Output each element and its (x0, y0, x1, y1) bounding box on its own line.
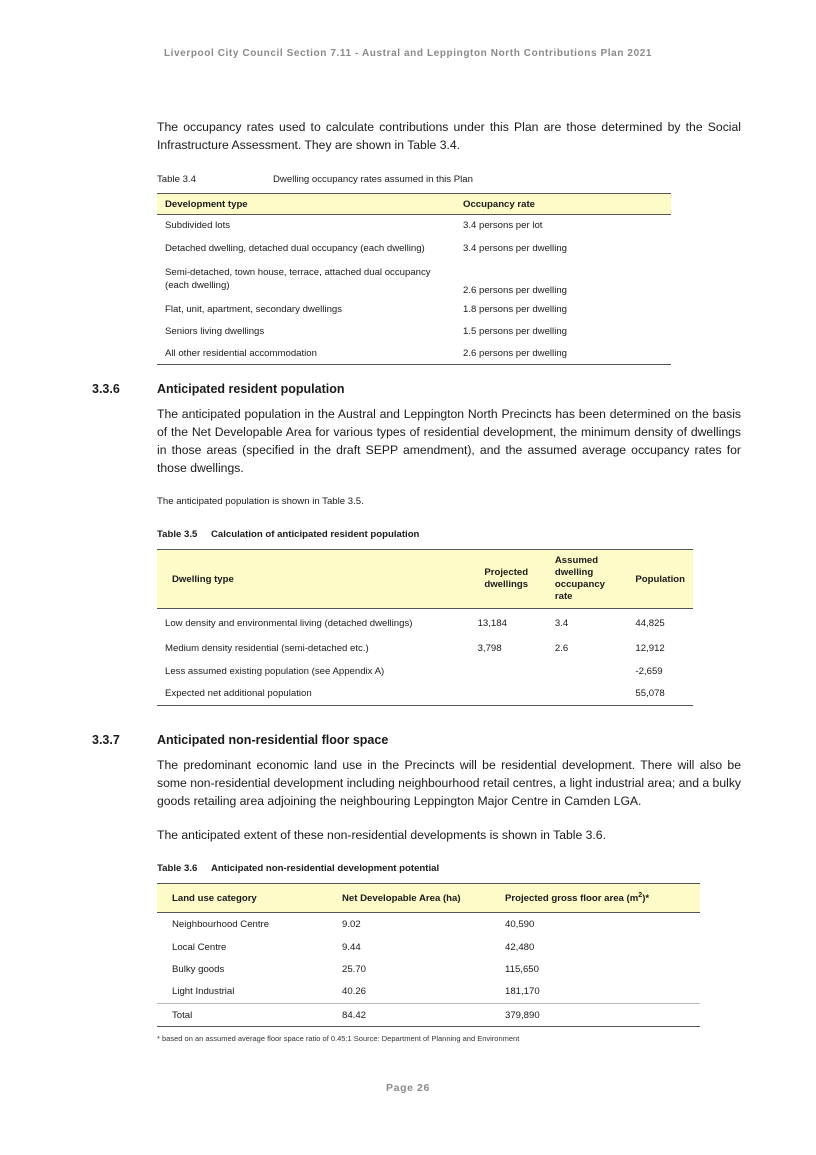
table-cell (466, 683, 547, 706)
table-row (157, 299, 671, 321)
section-title: Anticipated resident population (157, 382, 345, 396)
table-cell: All other residential accommodation (157, 343, 455, 365)
column-header: Projected dwellings (466, 550, 547, 609)
table-cell: Subdivided lots (165, 220, 231, 232)
table-cell: 1.5 persons per dwelling (463, 326, 567, 337)
table-cell: 3.4 persons per lot (463, 220, 543, 232)
table-cell: 13,184 (477, 617, 507, 629)
table-3-6-caption (157, 863, 439, 874)
table-cell: 2.6 persons per dwelling (455, 343, 671, 365)
table-row (157, 683, 693, 706)
table-cell (547, 660, 628, 683)
table-cell: 2.6 persons per dwelling (463, 284, 567, 296)
table-row (157, 237, 671, 260)
table-title: Anticipated non-residential development potential (211, 863, 440, 874)
column-header: Projected gross floor area $(m^2)*$ (489, 884, 700, 913)
table-cell: 181,170 (505, 986, 540, 998)
section-number: 3.3.7 (92, 733, 120, 747)
table-cell: 12,912 (635, 643, 665, 654)
column-header: Occupancy rate (455, 194, 671, 215)
table-cell: Neighbourhood Centre (172, 918, 270, 930)
table-cell: Medium density residential (semi-detached etc.) (165, 643, 369, 654)
table-row (157, 981, 700, 1004)
table-cell: Local Centre (172, 941, 227, 953)
table-cell: Light Industrial (172, 986, 235, 998)
table-3-6-footnote: * based on an assumed average floor space ratio of 0.45:1 Source: Department of Planning and Environment (157, 1034, 520, 1043)
table-number: Table 3.6 (157, 863, 198, 874)
column-header: Development type (157, 194, 455, 215)
column-header: Dwelling type (157, 550, 466, 609)
table-3-6 (157, 883, 700, 1027)
table-cell: Expected net additional population (157, 683, 466, 706)
section-title: Anticipated non-residential floor space (157, 733, 389, 747)
table-cell: 84.42 (326, 1004, 489, 1027)
table-cell: 44,825 (635, 617, 665, 629)
table-3-4 (157, 193, 671, 365)
table-row (157, 638, 693, 660)
table-cell: Seniors living dwellings (165, 326, 265, 337)
table-cell: 115,650 (505, 964, 539, 975)
table-cell: 55,078 (627, 683, 693, 706)
table-cell: 9.02 (342, 918, 361, 930)
table-cell: 3.4 persons per dwelling (463, 242, 567, 254)
table-cell: 9.44 (342, 941, 361, 953)
table-row (157, 913, 700, 936)
page-header: Liverpool City Council Section 7.11 - Austral and Leppington North Contributions Plan 2021 (163, 48, 653, 59)
table-title: Dwelling occupancy rates assumed in this Plan (273, 174, 473, 185)
table-row (157, 260, 671, 299)
table-cell: Detached dwelling, detached dual occupancy (each dwelling) (165, 242, 425, 254)
table-row (157, 609, 693, 638)
table-row (157, 343, 671, 365)
table-cell: 3.4 (554, 617, 569, 629)
table-cell: Semi-detached, town house, terrace, attached dual occupancy (each dwelling) (165, 267, 431, 291)
table-row (157, 959, 700, 981)
column-header: Net Developable Area (ha) (326, 884, 489, 913)
table-cell: Total (157, 1004, 326, 1027)
column-header: Assumed dwelling occupancy rate (547, 550, 628, 609)
table-title: Calculation of anticipated resident population (211, 529, 420, 540)
table-cell: Flat, unit, apartment, secondary dwellings (165, 304, 343, 315)
table-cell (547, 683, 628, 706)
table-cell: -2,659 (635, 665, 663, 677)
table-row (157, 215, 671, 237)
table-row (157, 1004, 700, 1027)
table-row (157, 936, 700, 959)
table-cell: 40,590 (505, 918, 535, 930)
table-cell: Bulky goods (172, 964, 225, 975)
table-number: Table 3.4 (157, 174, 196, 185)
section-number: 3.3.6 (92, 382, 120, 396)
table-number: Table 3.5 (157, 529, 198, 540)
column-header: Land use category (157, 884, 326, 913)
table-row (157, 321, 671, 343)
table-row (157, 660, 693, 683)
table-cell: 3,798 (477, 643, 502, 654)
table-cell: 379,890 (489, 1004, 700, 1027)
table-3-4-caption (157, 174, 473, 185)
table-cell: 25.70 (342, 964, 367, 975)
table-cell: 40.26 (342, 986, 367, 998)
table-cell: 1.8 persons per dwelling (463, 304, 567, 315)
table-cell: Low density and environmental living (detached dwellings) (165, 617, 413, 629)
section-336-note: The anticipated population is shown in Table 3.5. (157, 496, 364, 507)
column-header: Population (627, 550, 693, 609)
table-cell: 42,480 (505, 941, 535, 953)
table-cell: Less assumed existing population (see Appendix A) (165, 665, 385, 677)
section-337-paragraph-1: The predominant economic land use in the Precincts will be residential development. There will also be some non-residential development including neighbourhood retail centres, a light industrial area; and a bulky goods retailing area adjoining the neighbouring Leppington Major Centre in Camden LGA. (157, 758, 742, 808)
table-cell (466, 660, 547, 683)
intro-paragraph: The occupancy rates used to calculate contributions under this Plan are those determined by the Social Infrastructure Assessment. They are shown in Table 3.4. (157, 120, 741, 152)
page-number: Page 26 (386, 1082, 430, 1094)
table-3-5 (157, 549, 693, 706)
section-337-paragraph-2: The anticipated extent of these non-residential developments is shown in Table 3.6. (157, 828, 606, 842)
section-336-paragraph: The anticipated population in the Austral and Leppington North Precincts has been determined on the basis of the Net Developable Area for various types of residential development, the minimum density of dwellings in those areas (specified in the draft SEPP amendment), and the assumed average occupancy rates for those dwellings. (157, 407, 741, 475)
table-cell: 2.6 (554, 643, 569, 654)
table-3-5-caption (157, 529, 419, 540)
